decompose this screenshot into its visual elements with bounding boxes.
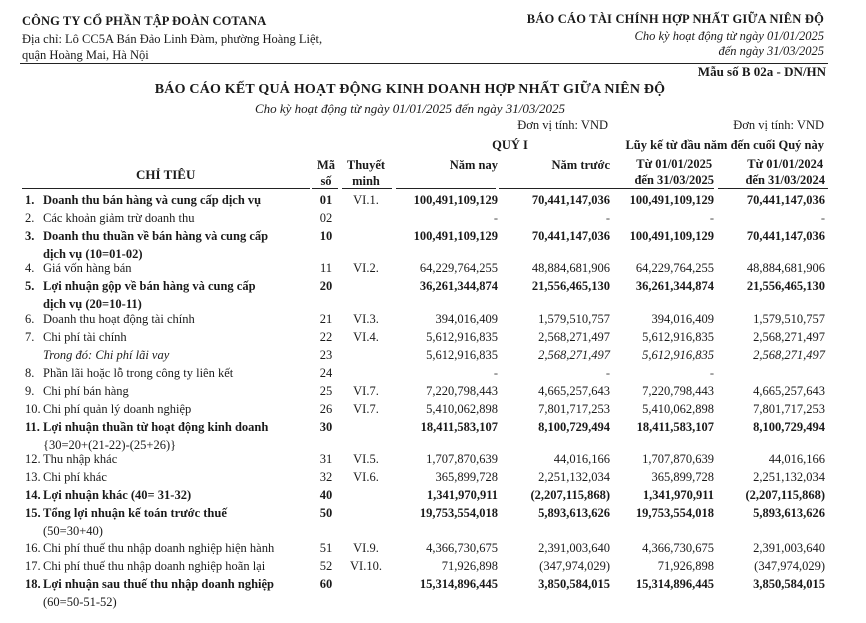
header-underline-thuyet-minh [342, 188, 392, 189]
value-ytd-previous: 1,579,510,757 [753, 312, 825, 326]
row-number: 8. [25, 366, 35, 380]
row-number: 7. [25, 330, 35, 344]
value-previous-quarter: 70,441,147,036 [531, 193, 610, 207]
value-previous-quarter: 2,568,271,497 [538, 330, 610, 344]
row-label [25, 488, 191, 503]
row-label-text: Lợi nhuận gộp về bán hàng và cung cấp [43, 279, 256, 293]
value-previous-quarter: - [605, 366, 610, 380]
header-ytd-previous-line2: đến 31/03/2024 [745, 173, 825, 187]
row-label-text: Chi phí bán hàng [43, 384, 129, 398]
value-previous-quarter: (347,974,029) [539, 559, 610, 573]
value-current-quarter: 36,261,344,874 [419, 279, 498, 293]
row-label-continuation: dịch vụ (20=10-11) [43, 297, 142, 311]
row-label [25, 330, 127, 345]
row-label [25, 559, 265, 574]
row-label-text: Trong đó: Chi phí lãi vay [43, 348, 170, 362]
value-previous-quarter: 8,100,729,494 [538, 420, 610, 434]
value-ytd-previous: 7,801,717,253 [753, 402, 825, 416]
row-number: 15. [25, 506, 41, 520]
value-current-quarter: 5,612,916,835 [426, 348, 498, 362]
row-code: 52 [319, 559, 333, 573]
row-code: 21 [319, 312, 333, 326]
value-previous-quarter: (2,207,115,868) [530, 488, 610, 502]
value-ytd-current: 64,229,764,255 [635, 261, 714, 275]
row-number: 17. [25, 559, 41, 573]
row-code: 60 [319, 577, 333, 591]
header-underline-col4 [718, 188, 828, 189]
header-underline-chi-tieu [22, 188, 310, 189]
row-label-text: Các khoản giảm trừ doanh thu [43, 211, 195, 225]
row-code: 02 [319, 211, 333, 225]
row-code: 50 [319, 506, 333, 520]
value-current-quarter: 64,229,764,255 [419, 261, 498, 275]
row-number: 16. [25, 541, 41, 555]
row-note-ref: VI.7. [353, 402, 379, 416]
header-ytd-current-line1: Từ 01/01/2025 [636, 157, 713, 171]
report-period-line1: Cho kỳ hoạt động từ ngày 01/01/2025 [634, 29, 824, 43]
row-label-text: Chi phí tài chính [43, 330, 127, 344]
row-number: 6. [25, 312, 35, 326]
value-current-quarter: 5,410,062,898 [426, 402, 498, 416]
row-note-ref: VI.7. [353, 384, 379, 398]
value-current-quarter: 100,491,109,129 [413, 229, 498, 243]
row-label [25, 261, 132, 276]
value-ytd-current: 1,341,970,911 [642, 488, 714, 502]
row-code: 22 [319, 330, 333, 344]
header-chi-tieu: CHỈ TIÊU [136, 167, 196, 182]
header-ytd-current [634, 156, 714, 188]
value-current-quarter: 4,366,730,675 [426, 541, 498, 555]
value-previous-quarter: 4,665,257,643 [538, 384, 610, 398]
value-ytd-current: 7,220,798,443 [642, 384, 714, 398]
row-label [25, 420, 268, 435]
row-label-text: Thu nhập khác [43, 452, 118, 466]
value-ytd-previous: 2,568,271,497 [753, 348, 825, 362]
value-current-quarter: - [493, 211, 498, 225]
value-ytd-previous: 2,391,003,640 [753, 541, 825, 555]
header-ma-so [313, 157, 339, 189]
value-ytd-current: 5,612,916,835 [642, 348, 714, 362]
value-ytd-current: 19,753,554,018 [635, 506, 714, 520]
header-underline-col2-col3 [499, 188, 714, 189]
row-code: 26 [319, 402, 333, 416]
row-number: 11. [25, 420, 40, 434]
row-label-text: Chi phí khác [43, 470, 107, 484]
row-label-continuation: dịch vụ (10=01-02) [43, 247, 143, 261]
row-note-ref: VI.5. [353, 452, 379, 466]
row-note-ref: VI.9. [353, 541, 379, 555]
value-ytd-previous: 8,100,729,494 [753, 420, 825, 434]
row-number: 5. [25, 279, 35, 293]
company-name: CÔNG TY CỔ PHẦN TẬP ĐOÀN COTANA [22, 14, 267, 28]
report-period-line2: đến ngày 31/03/2025 [718, 44, 824, 58]
value-ytd-current: 5,410,062,898 [642, 402, 714, 416]
row-label-text: Doanh thu hoạt động tài chính [43, 312, 195, 326]
row-label-text: Doanh thu bán hàng và cung cấp dịch vụ [43, 193, 262, 207]
value-previous-quarter: 21,556,465,130 [531, 279, 610, 293]
row-code: 32 [319, 470, 333, 484]
row-label [25, 541, 274, 556]
header-ytd-previous [745, 156, 825, 188]
row-code: 23 [319, 348, 333, 362]
value-previous-quarter: 44,016,166 [553, 452, 610, 466]
value-ytd-current: - [709, 211, 714, 225]
value-current-quarter: 15,314,896,445 [419, 577, 498, 591]
value-ytd-previous: 70,441,147,036 [746, 229, 825, 243]
row-label [25, 312, 195, 327]
row-label [25, 193, 261, 208]
row-note-ref: VI.1. [353, 193, 379, 207]
value-previous-quarter: - [605, 211, 610, 225]
row-label-text: Tổng lợi nhuận kế toán trước thuế [43, 506, 227, 520]
row-label-text: Lợi nhuận sau thuế thu nhập doanh nghiệp [43, 577, 274, 591]
company-address-line2: quận Hoàng Mai, Hà Nội [22, 48, 149, 62]
value-current-quarter: 71,926,898 [441, 559, 498, 573]
row-number: 2. [25, 211, 35, 225]
row-label [25, 506, 227, 521]
row-label [25, 384, 129, 399]
value-previous-quarter: 1,579,510,757 [538, 312, 610, 326]
header-thuyet-minh-line2: minh [352, 174, 380, 188]
row-label [25, 366, 233, 381]
row-label [25, 577, 274, 592]
value-ytd-current: 18,411,583,107 [636, 420, 714, 434]
value-ytd-current: 365,899,728 [651, 470, 714, 484]
value-ytd-previous: 2,568,271,497 [753, 330, 825, 344]
header-ytd-previous-line1: Từ 01/01/2024 [747, 157, 824, 171]
value-ytd-previous: (2,207,115,868) [745, 488, 825, 502]
row-note-ref: VI.2. [353, 261, 379, 275]
value-previous-quarter: 2,391,003,640 [538, 541, 610, 555]
header-underline-ma-so [312, 188, 338, 189]
value-current-quarter: 7,220,798,443 [426, 384, 498, 398]
statement-subtitle: Cho kỳ hoạt động từ ngày 01/01/2025 đến ngày 31/03/2025 [254, 101, 566, 116]
row-code: 01 [319, 193, 333, 207]
row-label [25, 279, 256, 294]
value-ytd-current: 15,314,896,445 [635, 577, 714, 591]
unit-label-quarter: Đơn vị tính: VND [517, 118, 608, 132]
value-ytd-current: 100,491,109,129 [629, 229, 714, 243]
row-number: 18. [25, 577, 41, 591]
report-type: BÁO CÁO TÀI CHÍNH HỢP NHẤT GIỮA NIÊN ĐỘ [526, 12, 824, 26]
value-ytd-previous: 5,893,613,626 [753, 506, 825, 520]
header-previous-year: Năm trước [551, 158, 610, 172]
row-number: 14. [25, 488, 41, 502]
row-note-ref: VI.6. [353, 470, 379, 484]
row-label-text: Phần lãi hoặc lỗ trong công ty liên kết [43, 366, 234, 380]
value-current-quarter: 18,411,583,107 [420, 420, 498, 434]
value-previous-quarter: 2,251,132,034 [538, 470, 610, 484]
company-address-line1: Địa chỉ: Lô CC5A Bán Đảo Linh Đàm, phường Hoàng Liệt, [22, 32, 323, 46]
value-current-quarter: 394,016,409 [435, 312, 498, 326]
header-thuyet-minh-line1: Thuyết [346, 158, 386, 172]
row-number: 4. [25, 261, 35, 275]
row-number: 3. [25, 229, 35, 243]
value-previous-quarter: 7,801,717,253 [538, 402, 610, 416]
row-label [25, 470, 107, 485]
value-current-quarter: 19,753,554,018 [419, 506, 498, 520]
header-underline-col1 [396, 188, 496, 189]
value-current-quarter: 365,899,728 [435, 470, 498, 484]
row-label [25, 211, 195, 226]
row-note-ref: VI.4. [353, 330, 379, 344]
header-ma-so-line2: số [320, 174, 332, 188]
row-label-continuation: (60=50-51-52) [43, 595, 117, 609]
row-label-continuation: (50=30+40) [43, 524, 103, 538]
row-note-ref: VI.10. [350, 559, 382, 573]
header-ytd-current-line2: đến 31/03/2025 [634, 173, 714, 187]
row-code: 20 [319, 279, 333, 293]
row-label-text: Lợi nhuận thuần từ hoạt động kinh doanh [43, 420, 269, 434]
row-code: 31 [319, 452, 333, 466]
value-previous-quarter: 70,441,147,036 [531, 229, 610, 243]
value-current-quarter: - [493, 366, 498, 380]
value-ytd-previous: (347,974,029) [754, 559, 825, 573]
row-code: 25 [319, 384, 333, 398]
row-label [25, 348, 169, 363]
row-code: 30 [319, 420, 333, 434]
row-number: 10. [25, 402, 41, 416]
row-label-continuation: {30=20+(21-22)-(25+26)} [43, 438, 177, 452]
value-previous-quarter: 3,850,584,015 [538, 577, 610, 591]
value-ytd-previous: 4,665,257,643 [753, 384, 825, 398]
row-number: 12. [25, 452, 41, 466]
header-thuyet-minh [344, 157, 388, 189]
row-label-text: Giá vốn hàng bán [43, 261, 132, 275]
value-previous-quarter: 48,884,681,906 [531, 261, 610, 275]
value-ytd-previous: - [820, 211, 825, 225]
row-label-text: Chi phí thuế thu nhập doanh nghiệp hiện hành [43, 541, 275, 555]
row-label-text: Chi phí quản lý doanh nghiệp [43, 402, 192, 416]
value-current-quarter: 1,707,870,639 [426, 452, 498, 466]
value-ytd-current: 1,707,870,639 [642, 452, 714, 466]
form-number: Mẫu số B 02a - DN/HN [697, 64, 826, 79]
value-ytd-previous: 21,556,465,130 [746, 279, 825, 293]
value-previous-quarter: 5,893,613,626 [538, 506, 610, 520]
row-note-ref: VI.3. [353, 312, 379, 326]
row-code: 24 [319, 366, 333, 380]
row-code: 11 [319, 261, 333, 275]
statement-title: BÁO CÁO KẾT QUẢ HOẠT ĐỘNG KINH DOANH HỢP NHẤT GIỮA NIÊN ĐỘ [154, 82, 666, 97]
row-code: 40 [319, 488, 333, 502]
header-ytd-group: Lũy kế từ đầu năm đến cuối Quý này [625, 138, 824, 152]
value-ytd-current: - [709, 366, 714, 380]
row-label [25, 229, 268, 244]
value-ytd-previous: 3,850,584,015 [753, 577, 825, 591]
unit-label-ytd: Đơn vị tính: VND [733, 118, 824, 132]
value-ytd-previous: 70,441,147,036 [746, 193, 825, 207]
row-label [25, 452, 117, 467]
row-number: 9. [25, 384, 35, 398]
value-current-quarter: 100,491,109,129 [413, 193, 498, 207]
row-label [25, 402, 191, 417]
row-code: 10 [319, 229, 333, 243]
header-current-year: Năm nay [449, 158, 498, 172]
value-current-quarter: 5,612,916,835 [426, 330, 498, 344]
value-ytd-previous: 2,251,132,034 [753, 470, 825, 484]
header-quarter-group: QUÝ I [492, 138, 528, 152]
value-ytd-current: 394,016,409 [651, 312, 714, 326]
value-ytd-current: 4,366,730,675 [642, 541, 714, 555]
value-ytd-previous: 48,884,681,906 [746, 261, 825, 275]
header-ma-so-line1: Mã [316, 158, 336, 172]
value-ytd-current: 36,261,344,874 [635, 279, 714, 293]
value-ytd-previous: 44,016,166 [768, 452, 825, 466]
value-previous-quarter: 2,568,271,497 [538, 348, 610, 362]
value-ytd-current: 100,491,109,129 [629, 193, 714, 207]
value-ytd-current: 5,612,916,835 [642, 330, 714, 344]
row-code: 51 [319, 541, 333, 555]
row-number: 13. [25, 470, 41, 484]
value-ytd-current: 71,926,898 [657, 559, 714, 573]
value-current-quarter: 1,341,970,911 [426, 488, 498, 502]
row-label-text: Doanh thu thuần về bán hàng và cung cấp [43, 229, 269, 243]
row-label-text: Chi phí thuế thu nhập doanh nghiệp hoãn lại [43, 559, 266, 573]
row-label-text: Lợi nhuận khác (40= 31-32) [43, 488, 192, 502]
row-number: 1. [25, 193, 35, 207]
